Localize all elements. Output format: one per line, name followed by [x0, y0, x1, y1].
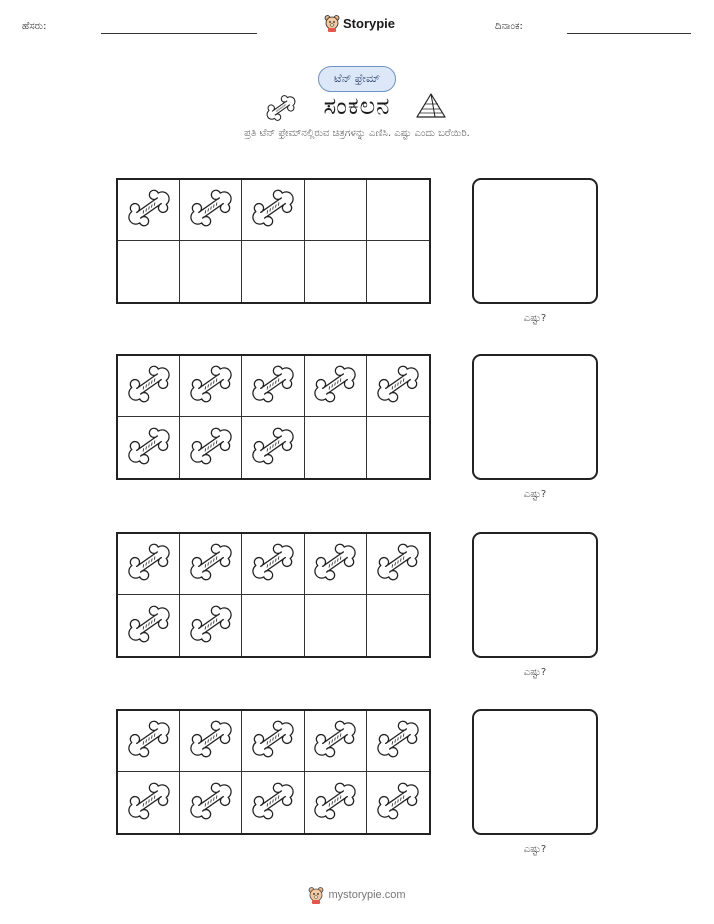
ten-frame-cell [242, 534, 304, 595]
bone-icon [126, 188, 172, 232]
bone-icon [250, 426, 296, 470]
ten-frame-cell [242, 417, 304, 478]
bone-icon [126, 604, 172, 648]
bone-icon [312, 542, 358, 586]
answer-box[interactable] [472, 709, 598, 835]
ten-frame-cell [118, 711, 180, 772]
ten-frame-cell [180, 711, 242, 772]
how-many-label: ಎಷ್ಟು? [523, 667, 547, 678]
bone-icon [126, 426, 172, 470]
ten-frame-cell [242, 595, 304, 656]
title-row [0, 92, 714, 124]
ten-frame-cell [305, 595, 367, 656]
ten-frame-cell [242, 772, 304, 833]
ten-frame-cell [242, 711, 304, 772]
ten-frame-cell [242, 241, 304, 302]
ten-frame-cell [118, 417, 180, 478]
bone-icon [188, 364, 234, 408]
answer-box[interactable] [472, 354, 598, 480]
ten-frame-cell [367, 417, 429, 478]
how-many-label: ಎಷ್ಟು? [523, 489, 547, 500]
bone-icon [188, 781, 234, 825]
name-label: ಹೆಸರು: [22, 21, 47, 32]
footer-url: mystorypie.com [328, 889, 406, 901]
bone-icon [188, 542, 234, 586]
page-title: ಸಂಕಲನ [323, 92, 391, 120]
bone-icon [188, 188, 234, 232]
ten-frame-cell [180, 595, 242, 656]
bone-icon [375, 781, 421, 825]
ten-frame-cell [305, 711, 367, 772]
ten-frame-cell [118, 595, 180, 656]
ten-frame-cell [180, 417, 242, 478]
answer-box[interactable] [472, 178, 598, 304]
ten-frame-cell [180, 534, 242, 595]
how-many-label: ಎಷ್ಟು? [523, 844, 547, 855]
topic-label: ಟೆನ್ ಫ್ರೇಮ್ [334, 72, 380, 85]
ten-frame-cell [118, 241, 180, 302]
bone-icon [188, 426, 234, 470]
pyramid-icon [414, 92, 448, 120]
bone-icon [312, 719, 358, 763]
topic-badge [318, 66, 396, 92]
ten-frame-cell [118, 180, 180, 241]
worksheet-header [0, 0, 714, 50]
bone-icon [250, 719, 296, 763]
bone-icon [188, 604, 234, 648]
bone-icon [126, 781, 172, 825]
ten-frame [116, 178, 431, 304]
ten-frame-cell [305, 241, 367, 302]
ten-frame-cell [118, 772, 180, 833]
ten-frame-cell [305, 772, 367, 833]
bone-icon [312, 781, 358, 825]
instructions: ಪ್ರತಿ ಟೆನ್ ಫ್ರೇಮ್‌ನಲ್ಲಿರುವ ಚಿತ್ರಗಳನ್ನು ಎಣಿಸಿ. ಎಷ್ಟು ಎಂದು ಬರೆಯಿರಿ. [244, 128, 470, 139]
ten-frame-cell [180, 241, 242, 302]
ten-frame-cell [367, 772, 429, 833]
name-field[interactable] [101, 33, 257, 34]
bone-icon [250, 781, 296, 825]
ten-frame [116, 709, 431, 835]
brand-logo [324, 12, 395, 34]
bone-icon [312, 364, 358, 408]
ten-frame-cell [367, 356, 429, 417]
bone-icon [126, 542, 172, 586]
answer-box[interactable] [472, 532, 598, 658]
ten-frame-cell [305, 417, 367, 478]
footer [0, 884, 714, 906]
bone-icon [375, 719, 421, 763]
how-many-label: ಎಷ್ಟು? [523, 313, 547, 324]
ten-frame-cell [242, 356, 304, 417]
ten-frame-cell [305, 356, 367, 417]
bone-icon [126, 364, 172, 408]
bone-icon [188, 719, 234, 763]
bear-logo-icon [324, 14, 340, 32]
date-field[interactable] [567, 33, 691, 34]
bear-logo-icon [308, 886, 324, 904]
bone-icon [126, 719, 172, 763]
ten-frame-cell [305, 534, 367, 595]
ten-frame-cell [180, 772, 242, 833]
ten-frame [116, 532, 431, 658]
ten-frame-cell [367, 595, 429, 656]
ten-frame-cell [367, 180, 429, 241]
ten-frame-cell [367, 534, 429, 595]
bone-icon [375, 542, 421, 586]
bone-icon [250, 542, 296, 586]
ten-frame-cell [242, 180, 304, 241]
ten-frame [116, 354, 431, 480]
ten-frame-cell [118, 534, 180, 595]
date-label: ದಿನಾಂಕ: [495, 21, 523, 32]
bone-icon [375, 364, 421, 408]
ten-frame-cell [367, 711, 429, 772]
bone-icon [250, 364, 296, 408]
ten-frame-cell [118, 356, 180, 417]
ten-frame-cell [180, 180, 242, 241]
ten-frame-cell [305, 180, 367, 241]
ten-frame-cell [180, 356, 242, 417]
brand-name: Storypie [343, 15, 396, 31]
ten-frame-cell [367, 241, 429, 302]
bone-icon [250, 188, 296, 232]
